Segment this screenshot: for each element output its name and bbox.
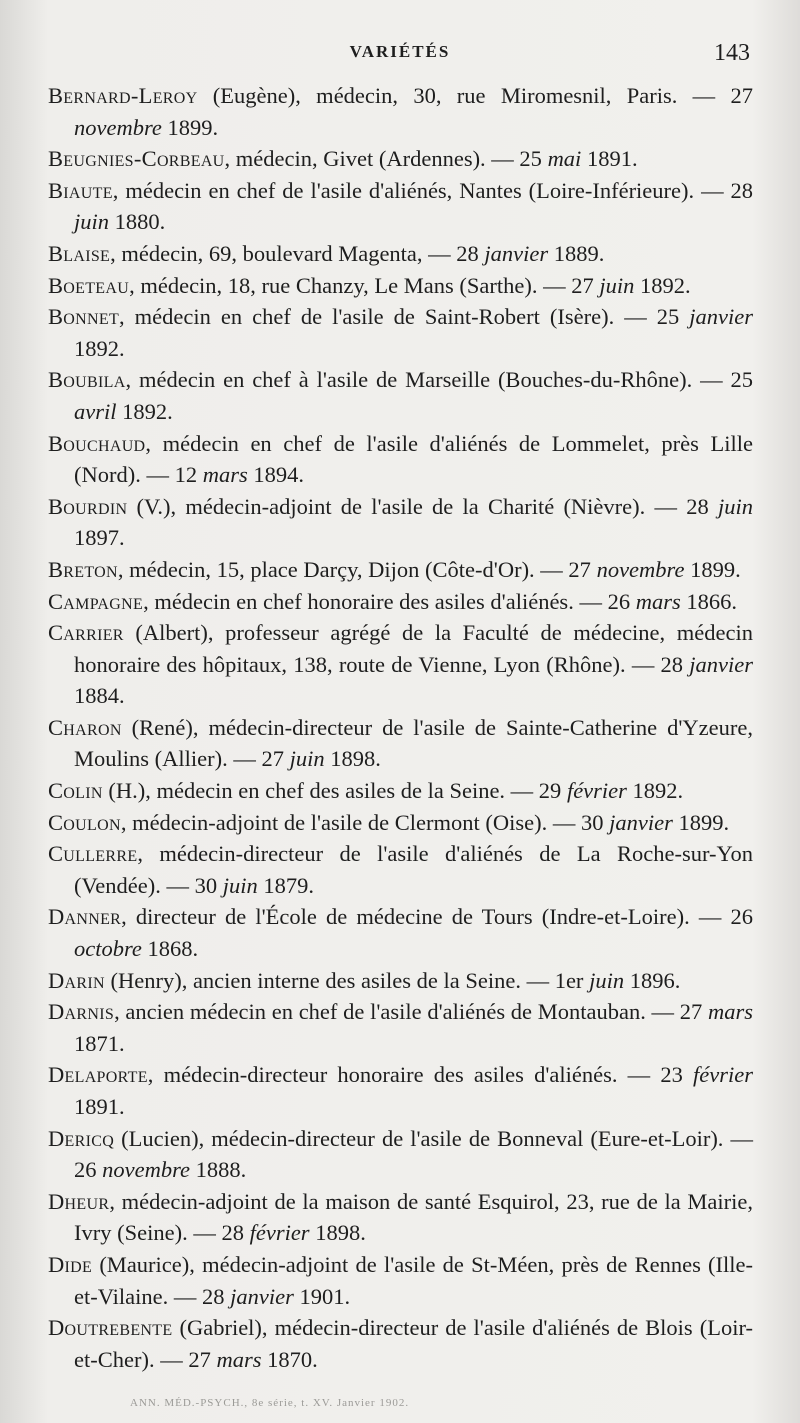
entry-year: 1899. — [161, 114, 219, 140]
entry-text: , médecin en chef de l'asile d'aliénés, Nantes (Loire-Inférieure). — 28 — [112, 177, 753, 203]
entry-name: Breton — [48, 556, 118, 582]
entry-month: février — [566, 778, 627, 804]
entry-text: , médecin, 15, place Darçy, Dijon (Côte-d'Or). — 27 — [117, 556, 597, 582]
entry-name: Colin — [48, 778, 103, 804]
entry-month: janvier — [689, 651, 753, 677]
entry-name: Bernard-Leroy — [48, 83, 198, 108]
list-item — [48, 996, 753, 1059]
entry-name: Dide — [48, 1251, 93, 1277]
list-item — [48, 80, 753, 143]
list-item — [48, 901, 753, 964]
entry-text: , médecin, 18, rue Chanzy, Le Mans (Sarthe). — 27 — [129, 272, 600, 298]
entry-text: , médecin-directeur de l'asile d'aliénés de La Roche-sur-Yon (Vendée). — 30 — [74, 841, 753, 898]
entry-month: novembre — [74, 114, 162, 140]
list-item — [48, 364, 753, 427]
entry-text: , médecin en chef de l'asile de Saint-Robert (Isère). — 25 — [119, 304, 690, 330]
page-header — [0, 36, 800, 76]
entry-year: 1888. — [190, 1157, 247, 1183]
list-item — [48, 807, 753, 839]
entry-month: mars — [216, 1346, 262, 1372]
entry-name: Cullerre — [48, 841, 138, 867]
entry-name: Blaise — [48, 240, 111, 266]
entry-text: , médecin en chef honoraire des asiles d'aliénés. — 26 — [143, 588, 636, 614]
entry-year: 1871. — [74, 1030, 125, 1056]
list-item — [48, 617, 753, 712]
entry-month: juin — [599, 272, 635, 298]
entry-year: 1868. — [141, 936, 199, 962]
entry-month: mars — [707, 999, 753, 1025]
entry-year: 1870. — [261, 1346, 318, 1372]
list-item — [48, 1249, 753, 1312]
entry-name: Boeteau — [48, 272, 130, 298]
entry-month: juin — [717, 493, 753, 519]
entry-month: mars — [202, 462, 248, 488]
entry-text: (Gabriel), médecin-directeur de l'asile d'aliénés de Blois (Loir-et-Cher). — 27 — [74, 1315, 753, 1372]
entry-year: 1892. — [74, 335, 125, 361]
entry-month: juin — [589, 967, 625, 993]
entry-name: Boubila — [48, 367, 126, 393]
entry-year: 1896. — [624, 967, 681, 993]
list-item — [48, 712, 753, 775]
entry-month: janvier — [609, 809, 673, 835]
entry-name: Bouchaud — [48, 430, 146, 456]
list-item — [48, 554, 753, 586]
entry-year: 1901. — [293, 1283, 351, 1309]
entry-text: , ancien médecin en chef de l'asile d'aliénés de Montauban. — 27 — [114, 999, 708, 1025]
list-item — [48, 175, 753, 238]
entry-year: 1897. — [74, 525, 125, 551]
list-item — [48, 270, 753, 302]
list-item — [48, 491, 753, 554]
entry-year: 1898. — [324, 746, 381, 772]
list-item — [48, 1186, 753, 1249]
entry-name: Delaporte — [48, 1062, 148, 1088]
entry-text: (V.), médecin-adjoint de l'asile de la Charité (Nièvre). — 28 — [127, 493, 718, 519]
entry-month: octobre — [74, 936, 142, 962]
entry-name: Bourdin — [48, 493, 128, 519]
entry-month: janvier — [689, 304, 753, 330]
page-footer: ANN. MÉD.-PSYCH., 8e série, t. XV. Janvier 1902. — [130, 1397, 410, 1409]
entry-year: 1899. — [672, 809, 730, 835]
entry-name: Biaute — [48, 177, 113, 203]
list-item — [48, 301, 753, 364]
entry-year: 1892. — [116, 398, 173, 424]
entry-list — [48, 80, 753, 1375]
entry-name: Bonnet — [48, 304, 120, 330]
list-item — [48, 586, 753, 618]
list-item — [48, 1123, 753, 1186]
entry-year: 1891. — [581, 146, 638, 172]
entry-name: Campagne — [48, 588, 144, 614]
entry-month: avril — [74, 398, 117, 424]
entry-year: 1866. — [680, 588, 737, 614]
entry-month: juin — [222, 872, 258, 898]
list-item — [48, 1312, 753, 1375]
entry-month: février — [693, 1062, 753, 1088]
entry-text: (H.), médecin en chef des asiles de la Seine. — 29 — [102, 778, 567, 804]
entry-year: 1899. — [684, 556, 741, 582]
entry-month: novembre — [102, 1157, 191, 1183]
entry-text: (René), médecin-directeur de l'asile de Sainte-Catherine d'Yzeure, Moulins (Allier). — 27 — [74, 714, 753, 772]
entry-text: , médecin-adjoint de l'asile de Clermont (Oise). — 30 — [120, 809, 610, 835]
list-item — [48, 838, 753, 901]
entry-name: Darnis — [48, 999, 115, 1025]
entry-month: janvier — [484, 240, 549, 266]
entry-text: , directeur de l'École de médecine de Tours (Indre-et-Loire). — 26 — [121, 904, 753, 930]
entry-year: 1879. — [257, 872, 314, 898]
entry-name: Dericq — [48, 1125, 115, 1151]
entry-text: , médecin, 69, boulevard Magenta, — 28 — [110, 240, 485, 266]
entry-text: (Henry), ancien interne des asiles de la Seine. — 1er — [104, 967, 590, 993]
entry-name: Charon — [48, 714, 122, 740]
entry-name: Dheur — [48, 1188, 110, 1214]
entry-text: , médecin en chef à l'asile de Marseille (Bouches-du-Rhône). — 25 — [125, 367, 753, 393]
entry-year: 1898. — [309, 1220, 366, 1246]
list-item — [48, 428, 753, 491]
entry-month: janvier — [230, 1283, 294, 1309]
entry-name: Coulon — [48, 809, 121, 835]
entry-text: (Lucien), médecin-directeur de l'asile de Bonneval (Eure-et-Loir). — 26 — [74, 1125, 753, 1183]
entry-year: 1892. — [626, 778, 684, 804]
entry-text: , médecin en chef de l'asile d'aliénés de Lommelet, près Lille (Nord). — 12 — [74, 430, 753, 488]
list-item — [48, 965, 753, 997]
entry-name: Danner — [48, 904, 122, 930]
entry-month: novembre — [596, 556, 685, 582]
entry-month: juin — [289, 746, 325, 772]
entry-text: , médecin-adjoint de la maison de santé Esquirol, 23, rue de la Mairie, Ivry (Seine). — 28 — [74, 1188, 753, 1246]
entry-month: février — [249, 1220, 310, 1246]
entry-text: (Albert), professeur agrégé de la Faculté de médecine, médecin honoraire des hôpitaux, 138, route de Vienne, Lyon (Rhône). — 28 — [74, 620, 753, 677]
entry-name: Darin — [48, 967, 105, 993]
entry-text: (Eugène), médecin, 30, rue Miromesnil, Paris. — 27 — [197, 83, 753, 108]
entry-year: 1884. — [74, 683, 125, 709]
entry-year: 1880. — [109, 209, 166, 235]
list-item — [48, 238, 753, 270]
entry-name: Doutrebente — [48, 1315, 173, 1341]
entry-month: juin — [74, 209, 110, 235]
entry-month: mai — [547, 146, 582, 172]
entry-year: 1889. — [548, 240, 605, 266]
page-number: 143 — [714, 40, 750, 66]
entry-year: 1891. — [74, 1094, 125, 1119]
entry-text: , médecin, Givet (Ardennes). — 25 — [224, 146, 548, 172]
list-item — [48, 143, 753, 175]
entry-month: mars — [635, 588, 681, 614]
entry-name: Beugnies-Corbeau — [48, 146, 225, 172]
entry-year: 1892. — [634, 272, 691, 298]
entry-text: , médecin-directeur honoraire des asiles d'aliénés. — 23 — [147, 1062, 694, 1088]
list-item — [48, 1059, 753, 1122]
entry-text: (Maurice), médecin-adjoint de l'asile de St-Méen, près de Rennes (Ille-et-Vilaine. — 28 — [74, 1251, 753, 1309]
entry-name: Carrier — [48, 620, 124, 646]
running-title: VARIÉTÉS — [349, 42, 451, 61]
list-item — [48, 775, 753, 807]
entry-year: 1894. — [247, 462, 304, 488]
